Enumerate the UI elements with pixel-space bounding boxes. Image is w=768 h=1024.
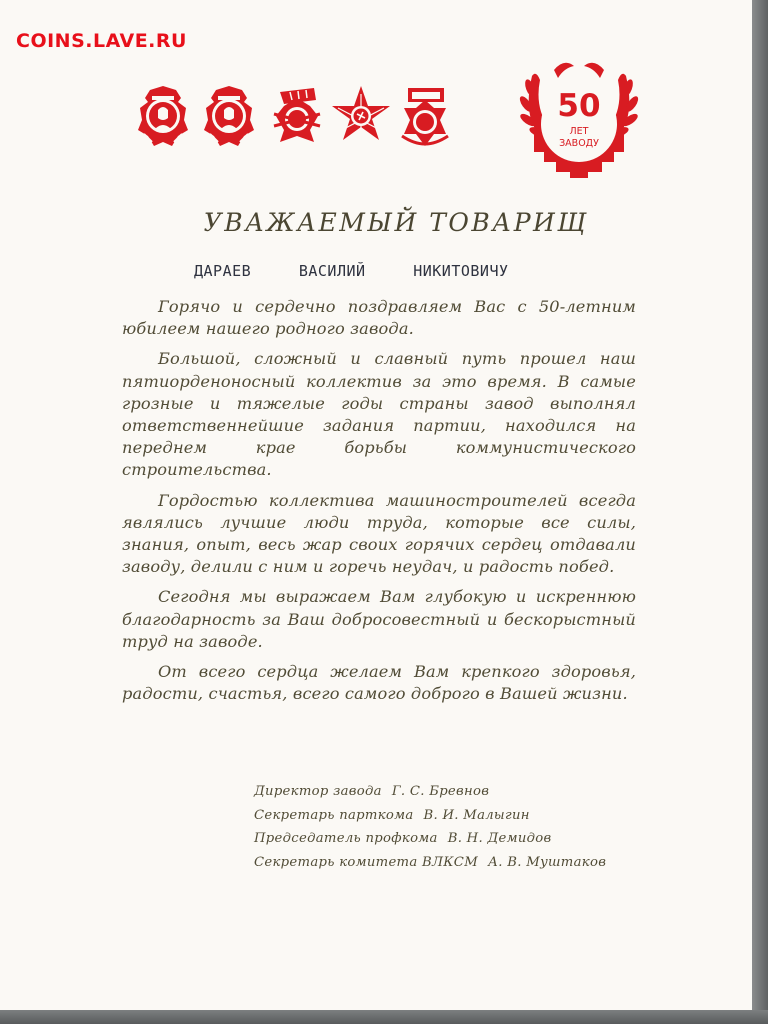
signatory-party-secretary: [254, 808, 674, 832]
anniversary-emblem: [514, 58, 644, 182]
signatory-role: Директор завода: [254, 784, 382, 799]
page-edge: [752, 0, 768, 1024]
letter-body: [122, 296, 636, 713]
emblem-years: ЛЕТ: [569, 126, 589, 137]
orders-row: [132, 84, 450, 154]
paragraph-1: Горячо и сердечно поздравляем Вас с 50-летним юбилеем нашего родного завода.: [122, 297, 636, 339]
signatory-name: В. Н. Демидов: [447, 831, 552, 846]
watermark: COINS.LAVE.RU: [16, 30, 187, 52]
signatory-name: В. И. Малыгин: [423, 807, 530, 823]
signatory-director: [254, 784, 674, 808]
lenin-order-icon: [132, 84, 194, 150]
red-banner-order-icon: [394, 84, 456, 150]
page-bottom-edge: [0, 1010, 768, 1024]
paragraph-4: Сегодня мы выражаем Вам глубокую и искреннюю благодарность за Ваш добросовестный и бескорыстный труд на заводе.: [122, 587, 636, 651]
patriotic-war-order-icon: [330, 84, 392, 150]
paragraph-2: Большой, сложный и славный путь прошел наш пятиорденоносный коллектив за это время. В самые грозные и тяжелые годы страны завод выполнял ответственнейшие задания партии, находился на переднем крае борьбы коммунистического строительства.: [122, 349, 636, 480]
emblem-number: 50: [557, 88, 601, 124]
signatory-role: Секретарь парткома: [254, 807, 414, 823]
emblem-factory: ЗАВОДУ: [559, 138, 599, 149]
signatory-name: А. В. Муштаков: [488, 854, 607, 870]
paragraph-3: Гордостью коллектива машиностроителей всегда являлись лучшие люди труда, которые все силы, знания, опыт, весь жар своих горячих сердец отдавали заводу, делили с ним и горечь неудач, и радость побед.: [122, 490, 636, 577]
signatory-role: Председатель профкома: [254, 831, 438, 846]
letter-heading: УВАЖАЕМЫЙ ТОВАРИЩ: [203, 208, 589, 237]
paragraph-5: От всего сердца желаем Вам крепкого здоровья, радости, счастья, всего самого доброго в Вашей жизни.: [122, 662, 636, 704]
signatories: [254, 784, 674, 878]
signatory-role: Секретарь комитета ВЛКСМ: [254, 854, 479, 870]
signatory-union-chairman: [254, 831, 674, 855]
recipient-name: ДАРАЕВ ВАСИЛИЙ НИКИТОВИЧУ: [194, 262, 509, 280]
red-banner-of-labour-order-icon: [266, 84, 328, 150]
lenin-order-icon: [198, 84, 260, 150]
signatory-name: Г. С. Бревнов: [391, 784, 490, 799]
signatory-komsomol-secretary: [254, 855, 674, 879]
